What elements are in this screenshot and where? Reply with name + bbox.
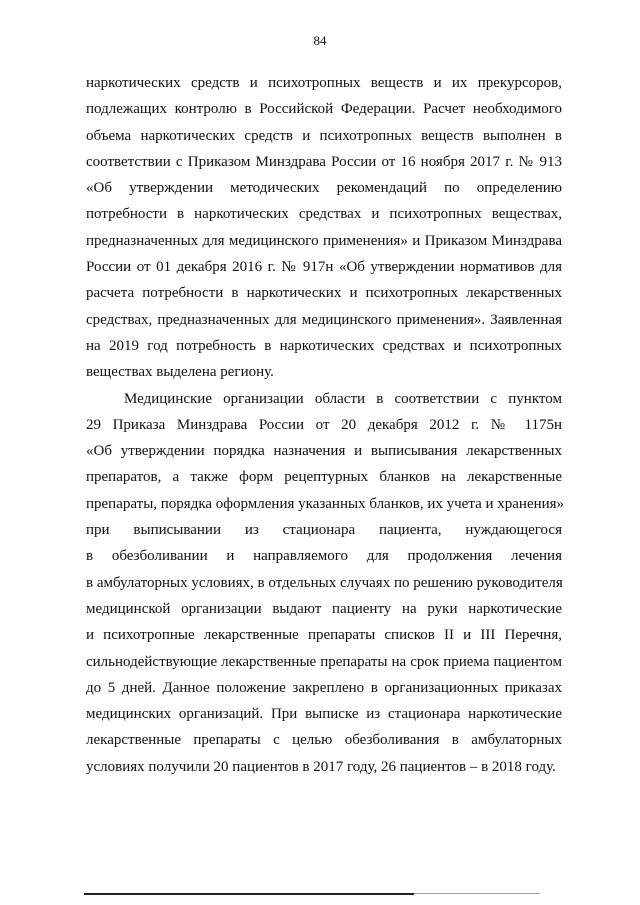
text-line: в амбулаторных условиях, в отдельных случаях по решению руководителя bbox=[86, 574, 563, 591]
text-line: веществах выделена региону. bbox=[86, 364, 274, 381]
text-line: медицинских организаций. При выписке из стационара наркотические bbox=[86, 706, 562, 723]
text-line: предназначенных для медицинского применения» и Приказом Минздрава bbox=[86, 232, 562, 249]
text-line: «Об утверждении порядка назначения и выписывания лекарственных bbox=[86, 443, 562, 460]
document-body bbox=[86, 70, 565, 780]
footer-rule bbox=[84, 893, 414, 895]
footer-rule-faint bbox=[414, 893, 540, 894]
text-line: Медицинские организации области в соответствии с пунктом bbox=[124, 390, 562, 407]
text-line: сильнодействующие лекарственные препараты на срок приема пациентом bbox=[86, 653, 562, 670]
text-line: лекарственные препараты с целью обезболивания в амбулаторных bbox=[86, 732, 562, 749]
text-line: при выписывании из стационара пациента, нуждающегося bbox=[86, 522, 562, 539]
text-line: 29 Приказа Минздрава России от 20 декабря 2012 г. № 1175н bbox=[86, 416, 562, 433]
text-line: «Об утверждении методических рекомендаций по определению bbox=[86, 180, 562, 197]
paragraph-1 bbox=[86, 70, 562, 386]
text-line: соответствии с Приказом Минздрава России от 16 ноября 2017 г. № 913 bbox=[86, 153, 562, 170]
text-line: медицинской организации выдают пациенту на руки наркотические bbox=[86, 600, 562, 617]
paragraph-2 bbox=[86, 386, 565, 780]
text-line: препаратов, а также форм рецептурных бланков на лекарственные bbox=[86, 469, 562, 486]
text-line: расчета потребности в наркотических и психотропных лекарственных bbox=[86, 285, 562, 302]
text-line: России от 01 декабря 2016 г. № 917н «Об утверждении нормативов для bbox=[86, 259, 562, 276]
text-line: потребности в наркотических средствах и психотропных веществах, bbox=[86, 206, 562, 223]
text-line: подлежащих контролю в Российской Федерации. Расчет необходимого bbox=[86, 101, 562, 118]
text-line: в обезболивании и направляемого для продолжения лечения bbox=[86, 548, 562, 565]
text-line: условиях получили 20 пациентов в 2017 году, 26 пациентов – в 2018 году. bbox=[86, 758, 556, 775]
text-line: на 2019 год потребность в наркотических средствах и психотропных bbox=[86, 337, 562, 354]
page-number: 84 bbox=[313, 33, 327, 48]
text-line: и психотропные лекарственные препараты списков II и III Перечня, bbox=[86, 627, 562, 644]
text-line: до 5 дней. Данное положение закреплено в организационных приказах bbox=[86, 679, 562, 696]
text-line: наркотических средств и психотропных веществ и их прекурсоров, bbox=[86, 75, 562, 91]
text-line: объема наркотических средств и психотропных веществ выполнен в bbox=[86, 127, 562, 144]
text-line: средствах, предназначенных для медицинского применения». Заявленная bbox=[86, 311, 562, 328]
text-line: препараты, порядка оформления указанных бланков, их учета и хранения» bbox=[86, 495, 565, 512]
